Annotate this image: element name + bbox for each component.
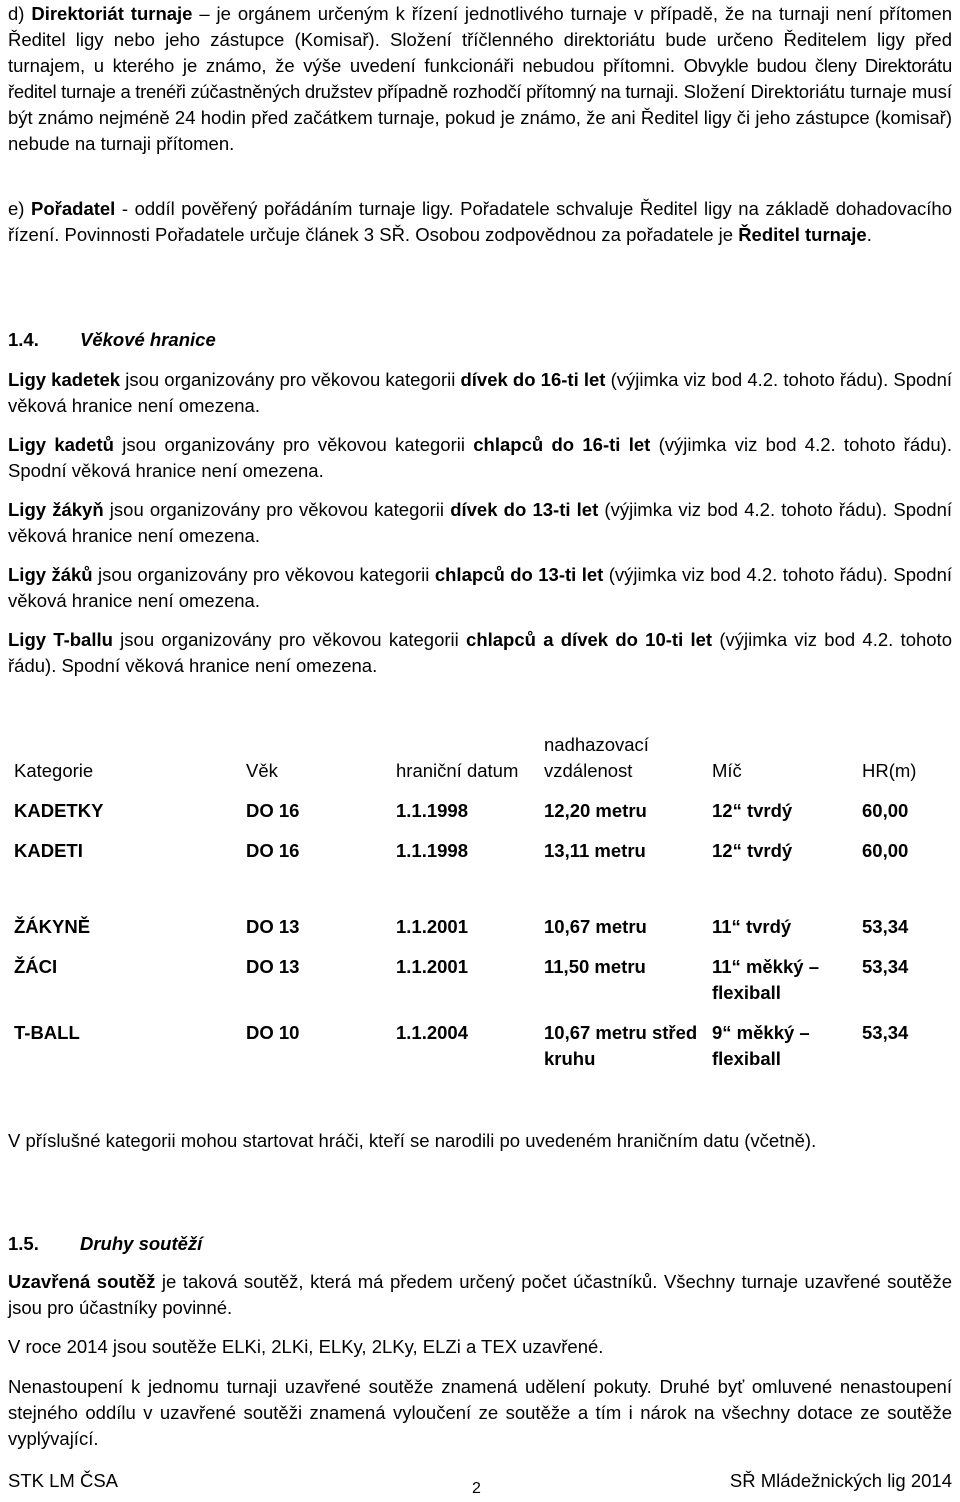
league-text: jsou organizovány pro věkovou kategorii bbox=[113, 434, 474, 455]
penalty-paragraph: Nenastoupení k jednomu turnaji uzavřené soutěže znamená udělení pokuty. Druhé byť omluvené nenastoupení stejného oddílu v uzavřené soutěži znamená vyloučení ze soutěže a tím i nárok na všechny dotace ze soutěže vyplývající. bbox=[8, 1376, 952, 1449]
table-cell: DO 16 bbox=[246, 840, 300, 861]
section-d-text1: – je orgánem určeným k řízení jednotlivého turnaje v případě, že na turnaji není přítomen Ředitel ligy nebo jeho zástupce (Komisař). Složení tříčlenného direktoriátu bude určeno Ředitelem ligy před turnajem, u kterého je známo, že výše uvedení funkcionáři nebudou přítomni. bbox=[8, 3, 953, 76]
section-15-heading bbox=[8, 1231, 202, 1257]
table-cell: T-BALL bbox=[14, 1022, 80, 1043]
league-name: Ligy kadetek bbox=[8, 369, 121, 390]
section-e-paragraph bbox=[8, 196, 952, 248]
table-cell: 11,50 metru bbox=[544, 956, 646, 977]
table-row bbox=[6, 838, 942, 864]
section-14-heading bbox=[8, 327, 216, 353]
league-rest: (výjimka viz bod 4.2. tohoto řádu). Spodní věková hranice není omezena. bbox=[8, 369, 953, 416]
table-cell: 53,34 bbox=[862, 956, 909, 977]
league-category: dívek do 13-ti let bbox=[450, 499, 599, 520]
page-number: 2 bbox=[472, 1480, 481, 1497]
section-15-number: 1.5. bbox=[8, 1233, 39, 1254]
table-cell: 11“ tvrdý bbox=[712, 916, 792, 937]
league-paragraph bbox=[8, 562, 952, 614]
table-cell: 1.1.2001 bbox=[396, 916, 469, 937]
league-text: jsou organizovány pro věkovou kategorii bbox=[103, 499, 451, 520]
table-cell: DO 16 bbox=[246, 800, 300, 821]
table-cell: 1.1.1998 bbox=[396, 840, 469, 861]
league-paragraph bbox=[8, 432, 952, 484]
table-cell: 53,34 bbox=[862, 916, 909, 937]
table-row bbox=[6, 798, 942, 824]
league-name: Ligy žákyň bbox=[8, 499, 104, 520]
table-row bbox=[6, 914, 942, 940]
section-15-title: Druhy soutěží bbox=[80, 1233, 203, 1254]
league-rest: (výjimka viz bod 4.2. tohoto řádu). Spodní věková hranice není omezena. bbox=[8, 629, 952, 676]
footer-left: STK LM ČSA bbox=[8, 1470, 118, 1491]
section-d-text2: Obvykle budou členy Direktorátu ředitel turnaje a trenéři zúčastněných družstev případně rozhodčí přítomný na turnaji. bbox=[8, 55, 952, 102]
section-e-term: Pořadatel bbox=[31, 198, 116, 219]
league-rest: (výjimka viz bod 4.2. tohoto řádu). Spodní věková hranice není omezena. bbox=[8, 434, 952, 481]
table-header-cell: nadhazovací vzdálenost bbox=[544, 734, 649, 781]
league-text: jsou organizovány pro věkovou kategorii bbox=[112, 629, 467, 650]
closed-competition-paragraph bbox=[8, 1269, 952, 1321]
table-cell: 13,11 metru bbox=[544, 840, 646, 861]
table-cell: KADETI bbox=[14, 840, 83, 861]
table-cell: 1.1.2001 bbox=[396, 956, 469, 977]
section-14-title: Věkové hranice bbox=[80, 329, 216, 350]
table-header-cell: Míč bbox=[712, 760, 742, 781]
table-cell: 11“ měkký – flexiball bbox=[712, 956, 819, 1003]
league-paragraph bbox=[8, 627, 952, 679]
table-header-cell: HR(m) bbox=[862, 760, 917, 781]
league-rest: (výjimka viz bod 4.2. tohoto řádu). Spodní věková hranice není omezena. bbox=[8, 499, 952, 546]
table-cell: 1.1.2004 bbox=[396, 1022, 469, 1043]
table-header-cell: Věk bbox=[246, 760, 278, 781]
table-cell: DO 10 bbox=[246, 1022, 300, 1043]
table-cell: 9“ měkký – flexiball bbox=[712, 1022, 810, 1069]
table-cell: 10,67 metru střed kruhu bbox=[544, 1022, 698, 1069]
table-row bbox=[6, 954, 942, 1006]
table-cell: 60,00 bbox=[862, 840, 909, 861]
table-header-cell: Kategorie bbox=[14, 760, 94, 781]
league-name: Ligy kadetů bbox=[8, 434, 114, 455]
section-e-term2: Ředitel turnaje bbox=[738, 224, 867, 245]
footer-right: SŘ Mládežnických lig 2014 bbox=[729, 1470, 952, 1491]
table-cell: 53,34 bbox=[862, 1022, 909, 1043]
league-category: chlapců do 16-ti let bbox=[473, 434, 651, 455]
table-cell: 10,67 metru bbox=[544, 916, 647, 937]
table-cell: DO 13 bbox=[246, 956, 300, 977]
league-category: dívek do 16-ti let bbox=[460, 369, 606, 390]
league-name: Ligy T-ballu bbox=[8, 629, 113, 650]
table-row bbox=[6, 1020, 942, 1072]
league-rest: (výjimka viz bod 4.2. tohoto řádu). Spodní věková hranice není omezena. bbox=[8, 564, 953, 611]
table-cell: 60,00 bbox=[862, 800, 909, 821]
table-cell: KADETKY bbox=[14, 800, 104, 821]
section-e-text2: . bbox=[866, 224, 872, 245]
table-cell: 1.1.1998 bbox=[396, 800, 469, 821]
closed-competition-text: je taková soutěž, která má předem určený počet účastníků. Všechny turnaje uzavřené soutěže jsou pro účastníky povinné. bbox=[8, 1271, 952, 1318]
table-cell: 12“ tvrdý bbox=[712, 840, 793, 861]
league-category: chlapců do 13-ti let bbox=[434, 564, 604, 585]
section-d-paragraph bbox=[8, 1, 952, 157]
section-14-number: 1.4. bbox=[8, 329, 39, 350]
league-name: Ligy žáků bbox=[8, 564, 93, 585]
table-cell: 12“ tvrdý bbox=[712, 800, 793, 821]
league-category: chlapců a dívek do 10-ti let bbox=[466, 629, 713, 650]
table-cell: ŽÁKYNĚ bbox=[14, 916, 91, 937]
section-e-label: e) bbox=[8, 198, 32, 219]
league-text: jsou organizovány pro věkovou kategorii bbox=[92, 564, 435, 585]
year-2014-paragraph: V roce 2014 jsou soutěže ELKi, 2LKi, ELKy, 2LKy, ELZi a TEX uzavřené. bbox=[8, 1336, 604, 1357]
age-category-table bbox=[6, 730, 942, 1072]
table-header-cell: hraniční datum bbox=[396, 760, 519, 781]
section-d-label: d) bbox=[8, 3, 25, 24]
league-paragraph bbox=[8, 367, 952, 419]
section-e-text1: - oddíl pověřený pořádáním turnaje ligy. Pořadatele schvaluje Ředitel ligy na základě dohadovacího řízení. Povinnosti Pořadatele určuje článek 3 SŘ. Osobou zodpovědnou za pořadatele je bbox=[8, 198, 952, 245]
table-cell: DO 13 bbox=[246, 916, 300, 937]
section-d-term: Direktoriát turnaje bbox=[31, 3, 193, 24]
table-header-row bbox=[6, 730, 942, 784]
table-cell: ŽÁCI bbox=[14, 956, 58, 977]
league-text: jsou organizovány pro věkovou kategorii bbox=[120, 369, 461, 390]
section-d-text3: Složení Direktoriátu turnaje musí být známo nejméně 24 hodin před začátkem turnaje, pokud je známo, že ani Ředitel ligy či jeho zástupce (komisař) nebude na turnaji přítomen. bbox=[8, 81, 952, 154]
league-paragraph bbox=[8, 497, 952, 549]
closed-competition-term: Uzavřená soutěž bbox=[8, 1271, 156, 1292]
table-cell: 12,20 metru bbox=[544, 800, 647, 821]
after-table-paragraph: V příslušné kategorii mohou startovat hráči, kteří se narodili po uvedeném hraničním datu (včetně). bbox=[8, 1130, 817, 1151]
